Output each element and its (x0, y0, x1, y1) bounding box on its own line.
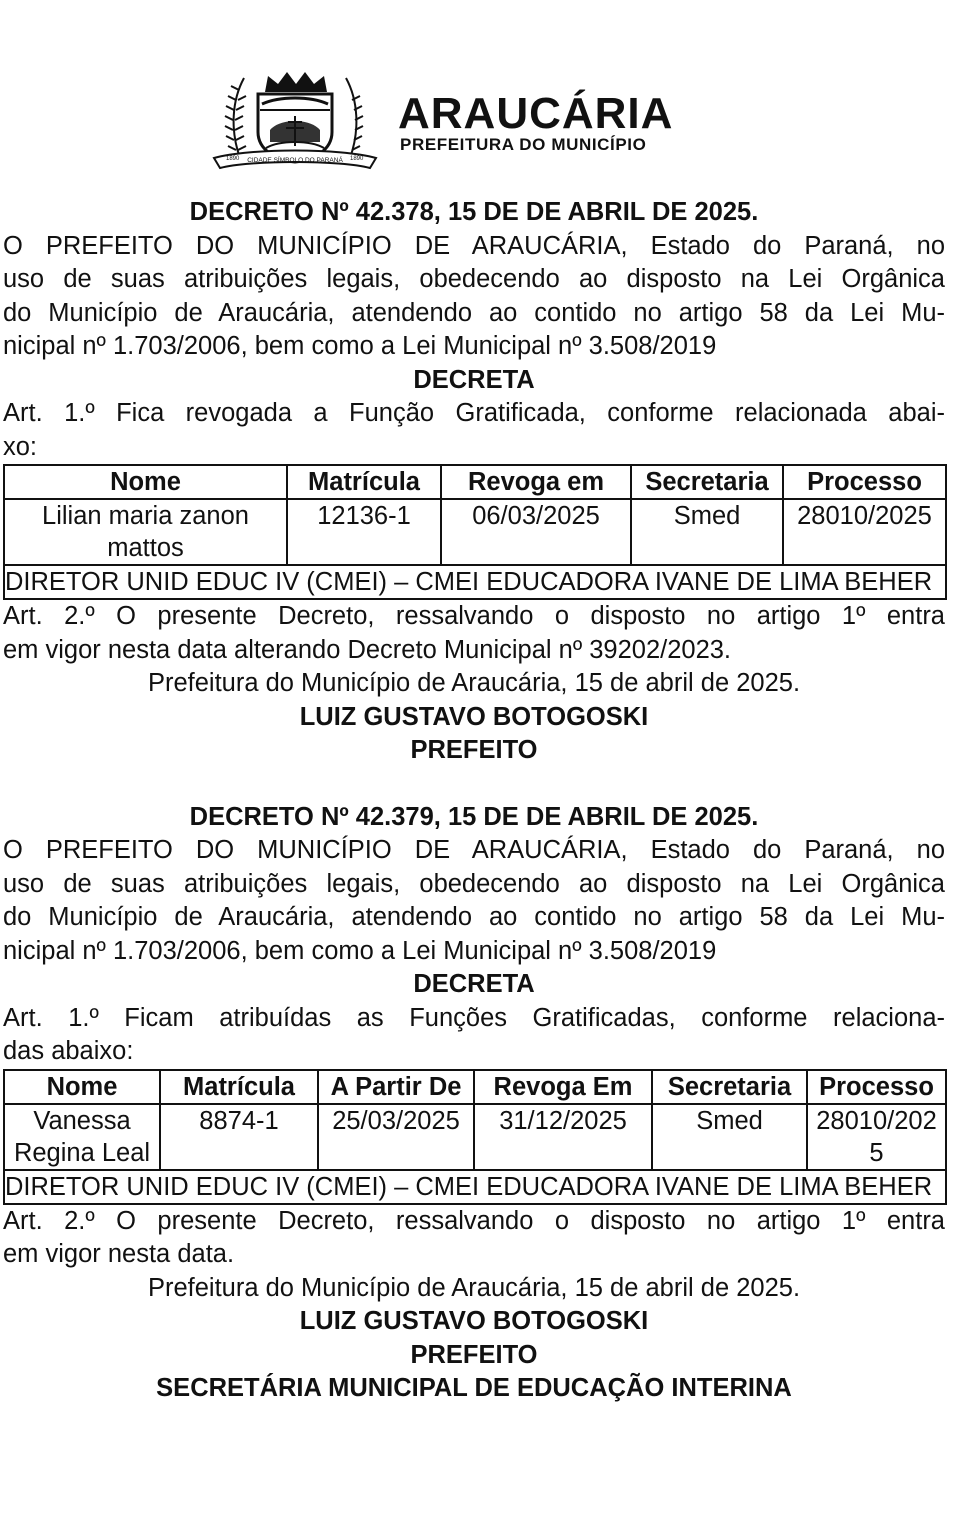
decree1-table (3, 464, 947, 600)
table-header-cell: Revoga em (441, 465, 631, 499)
table-header-cell: Matrícula (160, 1070, 318, 1104)
section-gap (3, 768, 945, 801)
table-cell-processo: 28010/2025 (783, 499, 946, 565)
crest-year-right: 1890 (350, 156, 364, 162)
decree2-art2-line-2: em vigor nesta data. (3, 1240, 235, 1268)
table-header-cell: Revoga Em (474, 1070, 652, 1104)
table-header-cell: Nome (4, 465, 287, 499)
table-header-cell: Secretaria (652, 1070, 807, 1104)
decree1-place-date: Prefeitura do Município de Araucária, 15 de abril de 2025. (147, 669, 801, 697)
table-header-cell: Secretaria (631, 465, 783, 499)
table-cell-secretaria: Smed (631, 499, 783, 565)
table-header-cell: Nome (4, 1070, 160, 1104)
decree2-place-date: Prefeitura do Município de Araucária, 15 de abril de 2025. (147, 1273, 801, 1302)
table-header-cell: A Partir De (318, 1070, 474, 1104)
decree2-table (3, 1069, 947, 1205)
decree2-preamble-line-4: nicipal nº 1.703/2006, bem como a Lei Municipal nº 3.508/2019 (3, 936, 717, 965)
decree1-preamble-line-3: do Município de Araucária, atendendo ao contido no artigo 58 da Lei Mu- (3, 298, 945, 327)
coat-of-arms-logo (210, 70, 380, 170)
table-row (4, 1170, 946, 1204)
decree2-signer: LUIZ GUSTAVO BOTOGOSKI (299, 1307, 649, 1335)
decree1-art1-line-2: xo: (3, 432, 38, 461)
table-cell-revoga: 31/12/2025 (474, 1104, 652, 1170)
decree1-preamble-line-1: O PREFEITO DO MUNICÍPIO DE ARAUCÁRIA, Estado do Paraná, no (3, 231, 945, 260)
decree2-title: DECRETO Nº 42.379, 15 DE DE ABRIL DE 2025. (189, 802, 759, 831)
table-header-row (4, 1070, 946, 1104)
table-cell-revoga: 06/03/2025 (441, 499, 631, 565)
table-cell-secretaria: Smed (652, 1104, 807, 1170)
table-header-cell: Matrícula (287, 465, 441, 499)
table-cell-a-partir-de: 25/03/2025 (318, 1104, 474, 1170)
decree1-preamble-line-2: uso de suas atribuições legais, obedecendo ao disposto na Lei Orgânica (3, 265, 945, 293)
header (210, 70, 750, 170)
table-header-cell: Processo (783, 465, 946, 499)
table-row (4, 565, 946, 599)
decree2-preamble-line-3: do Município de Araucária, atendendo ao contido no artigo 58 da Lei Mu- (3, 903, 945, 931)
table-header-cell: Processo (807, 1070, 946, 1104)
decree2-preamble-line-1: O PREFEITO DO MUNICÍPIO DE ARAUCÁRIA, Estado do Paraná, no (3, 836, 945, 864)
decree1-art2-line-1: Art. 2.º O presente Decreto, ressalvando o disposto no artigo 1º entra (3, 602, 945, 630)
decree1-art1-line-1: Art. 1.º Fica revogada a Função Gratificada, conforme relacionada abai- (3, 399, 945, 427)
table-header-row (4, 465, 946, 499)
table-row (4, 1104, 946, 1170)
table-row (4, 499, 946, 565)
table-cell-name: Vanessa Regina Leal (4, 1104, 160, 1170)
crest-ribbon-text: CIDADE SÍMBOLO DO PARANÁ (247, 157, 343, 164)
table-cell-function: DIRETOR UNID EDUC IV (CMEI) – CMEI EDUCADORA IVANE DE LIMA BEHER (4, 1170, 946, 1204)
decree1-title: DECRETO Nº 42.378, 15 DE DE ABRIL DE 2025. (189, 198, 759, 226)
table-cell-function: DIRETOR UNID EDUC IV (CMEI) – CMEI EDUCADORA IVANE DE LIMA BEHER (4, 565, 946, 599)
decree2-role: PREFEITO (410, 1340, 538, 1369)
brand-subtitle: PREFEITURA DO MUNICÍPIO (400, 135, 647, 154)
table-cell-name: Lilian maria zanon mattos (4, 499, 287, 565)
crest-year-left: 1890 (226, 156, 240, 162)
brand-name: ARAUCÁRIA (398, 89, 674, 138)
decree1-preamble-line-4: nicipal nº 1.703/2006, bem como a Lei Municipal nº 3.508/2019 (3, 332, 717, 360)
decree2-preamble-line-2: uso de suas atribuições legais, obedecendo ao disposto na Lei Orgânica (3, 869, 945, 898)
decree1-signer: LUIZ GUSTAVO BOTOGOSKI (299, 702, 649, 731)
table-cell-processo: 28010/2025 (807, 1104, 946, 1170)
table-cell-matricula: 8874-1 (160, 1104, 318, 1170)
decree2-art2-line-1: Art. 2.º O presente Decreto, ressalvando o disposto no artigo 1º entra (3, 1206, 945, 1235)
document-body (3, 196, 945, 1406)
decree2-decreta: DECRETA (413, 970, 535, 998)
table-cell-matricula: 12136-1 (287, 499, 441, 565)
decree2-secretary: SECRETÁRIA MUNICIPAL DE EDUCAÇÃO INTERINA (156, 1374, 792, 1402)
decree2-art1-line-1: Art. 1.º Ficam atribuídas as Funções Gratificadas, conforme relaciona- (3, 1003, 945, 1032)
decree2-art1-line-2: das abaixo: (3, 1037, 134, 1065)
decree1-art2-line-2: em vigor nesta data alterando Decreto Municipal nº 39202/2023. (3, 635, 732, 664)
decree1-role: PREFEITO (410, 736, 538, 764)
decree1-decreta: DECRETA (413, 365, 535, 394)
